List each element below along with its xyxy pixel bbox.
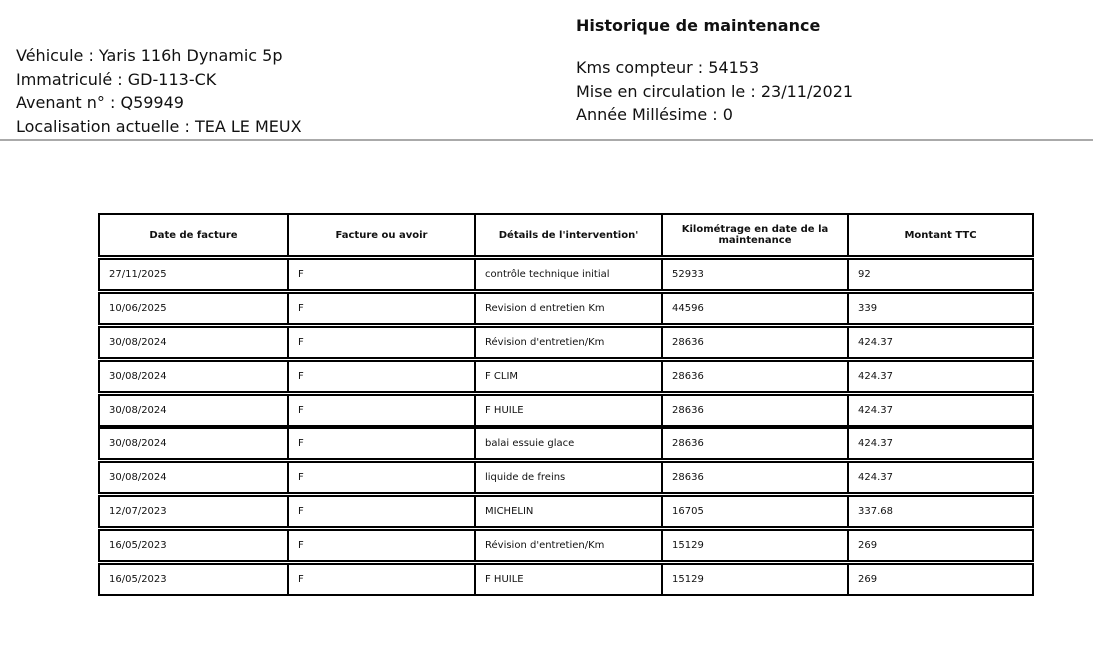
odometer: Kms compteur : 54153: [576, 58, 760, 77]
model-year: Année Millésime : 0: [576, 105, 733, 124]
header-type: Facture ou avoir: [287, 215, 474, 255]
header-details: Détails de l'intervention': [474, 215, 661, 255]
header-divider: [0, 139, 1093, 141]
cell-date: 27/11/2025: [109, 269, 167, 280]
table-row: [98, 461, 1034, 494]
cell-date: 30/08/2024: [109, 472, 167, 483]
cell-details: F HUILE: [474, 565, 661, 594]
table-row: [98, 326, 1034, 359]
cell-amount: 269: [847, 531, 1032, 560]
cell-mileage: 28636: [661, 429, 847, 458]
cell-amount: 339: [847, 294, 1032, 323]
table-row: [98, 292, 1034, 325]
table-row: [98, 394, 1034, 427]
cell-mileage: 16705: [661, 497, 847, 526]
cell-details: F HUILE: [474, 396, 661, 425]
cell-date: 12/07/2023: [109, 506, 167, 517]
cell-type: F: [287, 328, 474, 357]
maintenance-summary: [576, 16, 853, 127]
cell-type: F: [287, 531, 474, 560]
table-row: [98, 495, 1034, 528]
cell-date: 30/08/2024: [109, 405, 167, 416]
cell-date: 30/08/2024: [109, 371, 167, 382]
table-row: [98, 529, 1034, 562]
cell-amount: 424.37: [847, 362, 1032, 391]
cell-amount: 269: [847, 565, 1032, 594]
cell-type: F: [287, 396, 474, 425]
cell-details: Révision d'entretien/Km: [474, 531, 661, 560]
cell-date: 10/06/2025: [109, 303, 167, 314]
cell-mileage: 44596: [661, 294, 847, 323]
vehicle-registration: Immatriculé : GD-113-CK: [16, 69, 217, 89]
cell-details: F CLIM: [474, 362, 661, 391]
cell-details: contrôle technique initial: [474, 260, 661, 289]
cell-details: Revision d entretien Km: [474, 294, 661, 323]
cell-amount: 424.37: [847, 328, 1032, 357]
cell-details: Révision d'entretien/Km: [474, 328, 661, 357]
header-amount: Montant TTC: [847, 215, 1032, 255]
cell-mileage: 15129: [661, 531, 847, 560]
cell-date: 30/08/2024: [109, 438, 167, 449]
cell-type: F: [287, 294, 474, 323]
cell-type: F: [287, 362, 474, 391]
cell-type: F: [287, 497, 474, 526]
table-row: [98, 563, 1034, 596]
cell-details: MICHELIN: [474, 497, 661, 526]
vehicle-amendment: Avenant n° : Q59949: [16, 93, 184, 112]
cell-mileage: 15129: [661, 565, 847, 594]
cell-mileage: 52933: [661, 260, 847, 289]
cell-date: 30/08/2024: [109, 337, 167, 348]
vehicle-location: Localisation actuelle : TEA LE MEUX: [16, 116, 302, 136]
cell-amount: 424.37: [847, 396, 1032, 425]
vehicle-info: [16, 44, 302, 138]
header-mileage: Kilométrage en date de la maintenance: [661, 215, 847, 255]
cell-mileage: 28636: [661, 328, 847, 357]
cell-mileage: 28636: [661, 463, 847, 492]
table-row: [98, 360, 1034, 393]
cell-amount: 92: [847, 260, 1032, 289]
cell-amount: 424.37: [847, 463, 1032, 492]
cell-amount: 424.37: [847, 429, 1032, 458]
cell-details: liquide de freins: [474, 463, 661, 492]
cell-amount: 337.68: [847, 497, 1032, 526]
cell-type: F: [287, 565, 474, 594]
cell-mileage: 28636: [661, 396, 847, 425]
cell-type: F: [287, 260, 474, 289]
table-row: [98, 427, 1034, 460]
cell-mileage: 28636: [661, 362, 847, 391]
page-title: Historique de maintenance: [576, 16, 821, 35]
registration-date: Mise en circulation le : 23/11/2021: [576, 81, 854, 101]
cell-date: 16/05/2023: [109, 574, 167, 585]
header-date: Date de facture: [149, 229, 238, 241]
cell-type: F: [287, 429, 474, 458]
table-row: [98, 258, 1034, 291]
cell-date: 16/05/2023: [109, 540, 167, 551]
cell-details: balai essuie glace: [474, 429, 661, 458]
vehicle-model: Véhicule : Yaris 116h Dynamic 5p: [16, 46, 283, 65]
cell-type: F: [287, 463, 474, 492]
table-header-row: [98, 213, 1034, 257]
